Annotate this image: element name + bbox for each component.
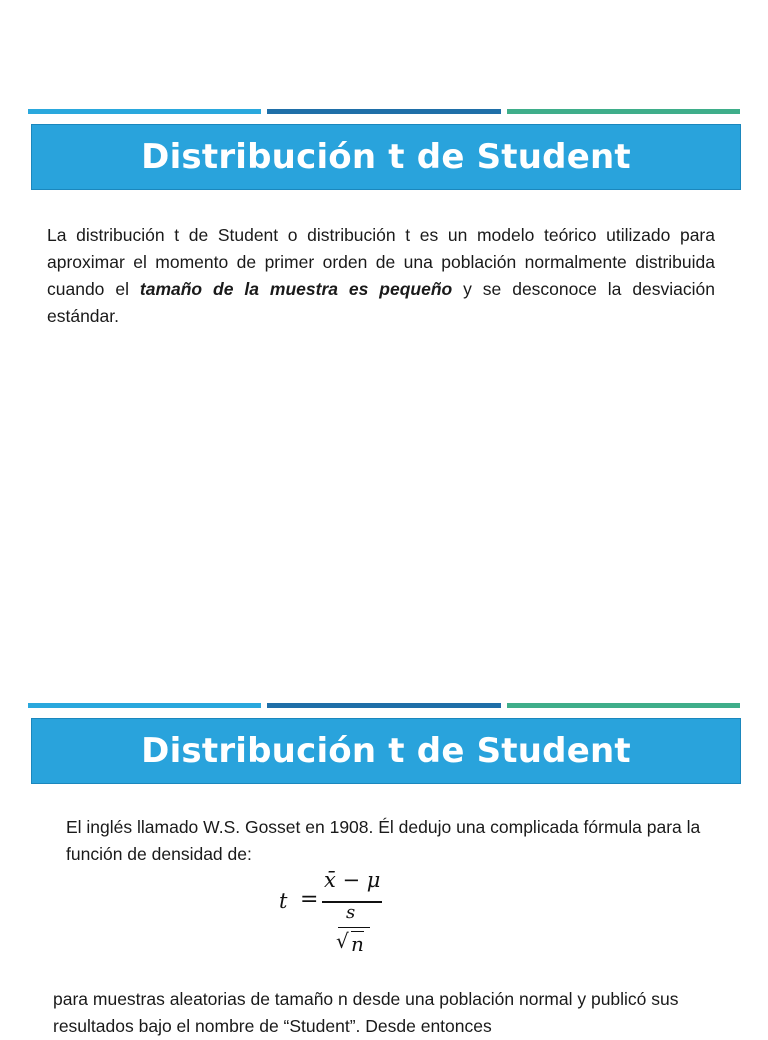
slide2-paragraph: El inglés llamado W.S. Gosset en 1908. Él dedujo una complicada fórmula para la función de densidad de:: [66, 817, 701, 864]
slide2-paragraph-continued: para muestras aleatorias de tamaño n desde una población normal y publicó sus resultados bajo el nombre de “Student”. Desde entonces: [53, 989, 679, 1036]
formula-equals: =: [300, 887, 319, 912]
slide1-paragraph-emphasis: tamaño de la muestra es pequeño: [139, 279, 453, 299]
slide1-paragraph-text: La distribución t de Student o distribución t es un modelo teórico utilizado para aproximar el momento de primer orden de una población normalmente distribuida cuando el: [47, 225, 715, 299]
slide2-title-banner: [31, 718, 741, 784]
slide1-title: Distribución t de Student: [141, 137, 631, 177]
accent-stripe-right: [507, 109, 740, 114]
accent-stripe-middle-2: [267, 703, 501, 708]
t-statistic-formula: [276, 866, 406, 960]
formula-numerator: x̄ − μ: [324, 868, 381, 892]
slide1-paragraph-end: y se desconoce la desviación estándar.: [47, 279, 716, 326]
accent-stripe-left-2: [28, 703, 261, 708]
accent-stripe-middle: [267, 109, 501, 114]
formula-radical-sign: √: [336, 929, 349, 953]
accent-stripe-right-2: [507, 703, 740, 708]
formula-denominator-s: s: [346, 902, 356, 923]
formula-lhs: t: [279, 889, 288, 913]
slide1-paragraph: [47, 222, 715, 330]
slide2-title: Distribución t de Student: [141, 731, 631, 771]
formula-radicand: n: [351, 932, 364, 956]
accent-stripe-left: [28, 109, 261, 114]
slide1-title-banner: [31, 124, 741, 190]
